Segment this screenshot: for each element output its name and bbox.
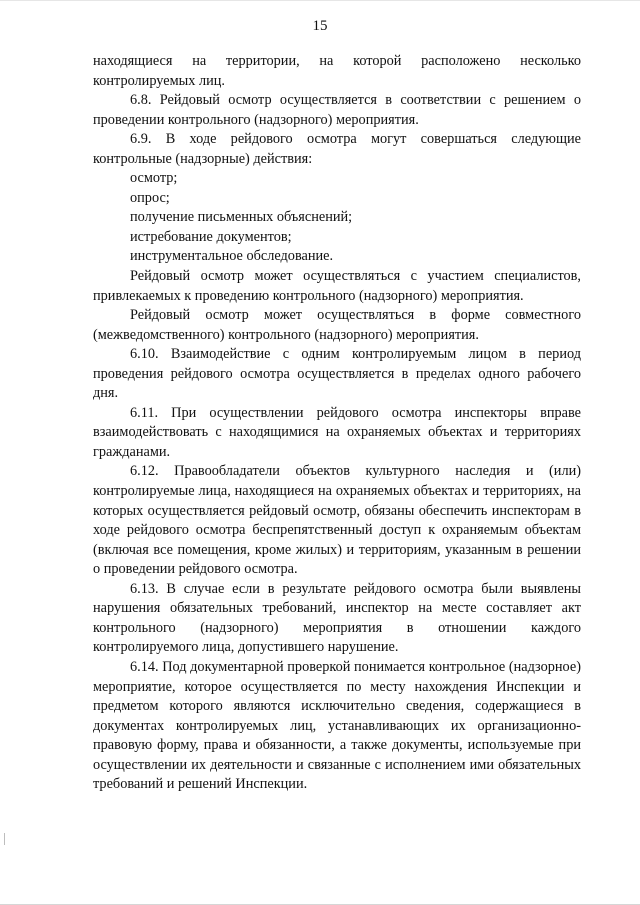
list-item-document-request: истребование документов; [130, 228, 292, 245]
page-number: 15 [312, 18, 328, 34]
list-item-inspection: осмотр; [130, 170, 178, 187]
paragraph-6-9: 6.9. В ходе рейдового осмотра могут совершаться следующие контрольные (надзорные) действия: [93, 131, 581, 167]
paragraph-continuation: находящиеся на территории, на которой расположено несколько контролируемых лиц. [93, 53, 581, 89]
paragraph-6-11: 6.11. При осуществлении рейдового осмотра инспекторы вправе взаимодействовать с находящимися на охраняемых объектах и территориях гражданами. [93, 404, 581, 460]
paragraph-specialists: Рейдовый осмотр может осуществляться с участием специалистов, привлекаемых к проведению контрольного (надзорного) мероприятия. [93, 268, 581, 304]
paragraph-6-12: 6.12. Правообладатели объектов культурного наследия и (или) контролируемые лица, находящиеся на охраняемых объектах и территориях, на которых осуществляется рейдовый осмотр, обязаны обеспечить инспекторам в ходе рейдового осмотра беспрепятственный доступ к охраняемым объектам (включая все помещения, кроме жилых) и территориям, указанным в решении о проведении рейдового осмотра. [93, 463, 581, 578]
scan-mark [4, 833, 5, 845]
paragraph-6-13: 6.13. В случае если в результате рейдового осмотра были выявлены нарушения обязательных требований, инспектор на месте составляет акт контрольного (надзорного) мероприятия в отношении каждого контролируемого лица, допустившего нарушение. [93, 580, 581, 656]
list-item-instrumental-examination: инструментальное обследование. [130, 248, 334, 265]
document-body [93, 52, 581, 795]
paragraph-6-10: 6.10. Взаимодействие с одним контролируемым лицом в период проведения рейдового осмотра осуществляется в пределах одного рабочего дня. [93, 346, 581, 402]
paragraph-6-14: 6.14. Под документарной проверкой понимается контрольное (надзорное) мероприятие, которое осуществляется по месту нахождения Инспекции и предметом которого являются исключительно сведения, содержащиеся в документах контролируемых лиц, устанавливающих их организационно-правовую форму, права и обязанности, а также документы, используемые при осуществлении их деятельности и связанные с исполнением ими обязательных требований и решений Инспекции. [93, 658, 581, 793]
list-item-survey: опрос; [130, 189, 170, 206]
scan-edge-top [0, 0, 640, 1]
list-item-written-explanations: получение письменных объяснений; [130, 209, 353, 226]
paragraph-joint-form: Рейдовый осмотр может осуществляться в форме совместного (межведомственного) контрольного (надзорного) мероприятия. [93, 307, 581, 343]
paragraph-6-8: 6.8. Рейдовый осмотр осуществляется в соответствии с решением о проведении контрольного (надзорного) мероприятия. [93, 92, 581, 128]
